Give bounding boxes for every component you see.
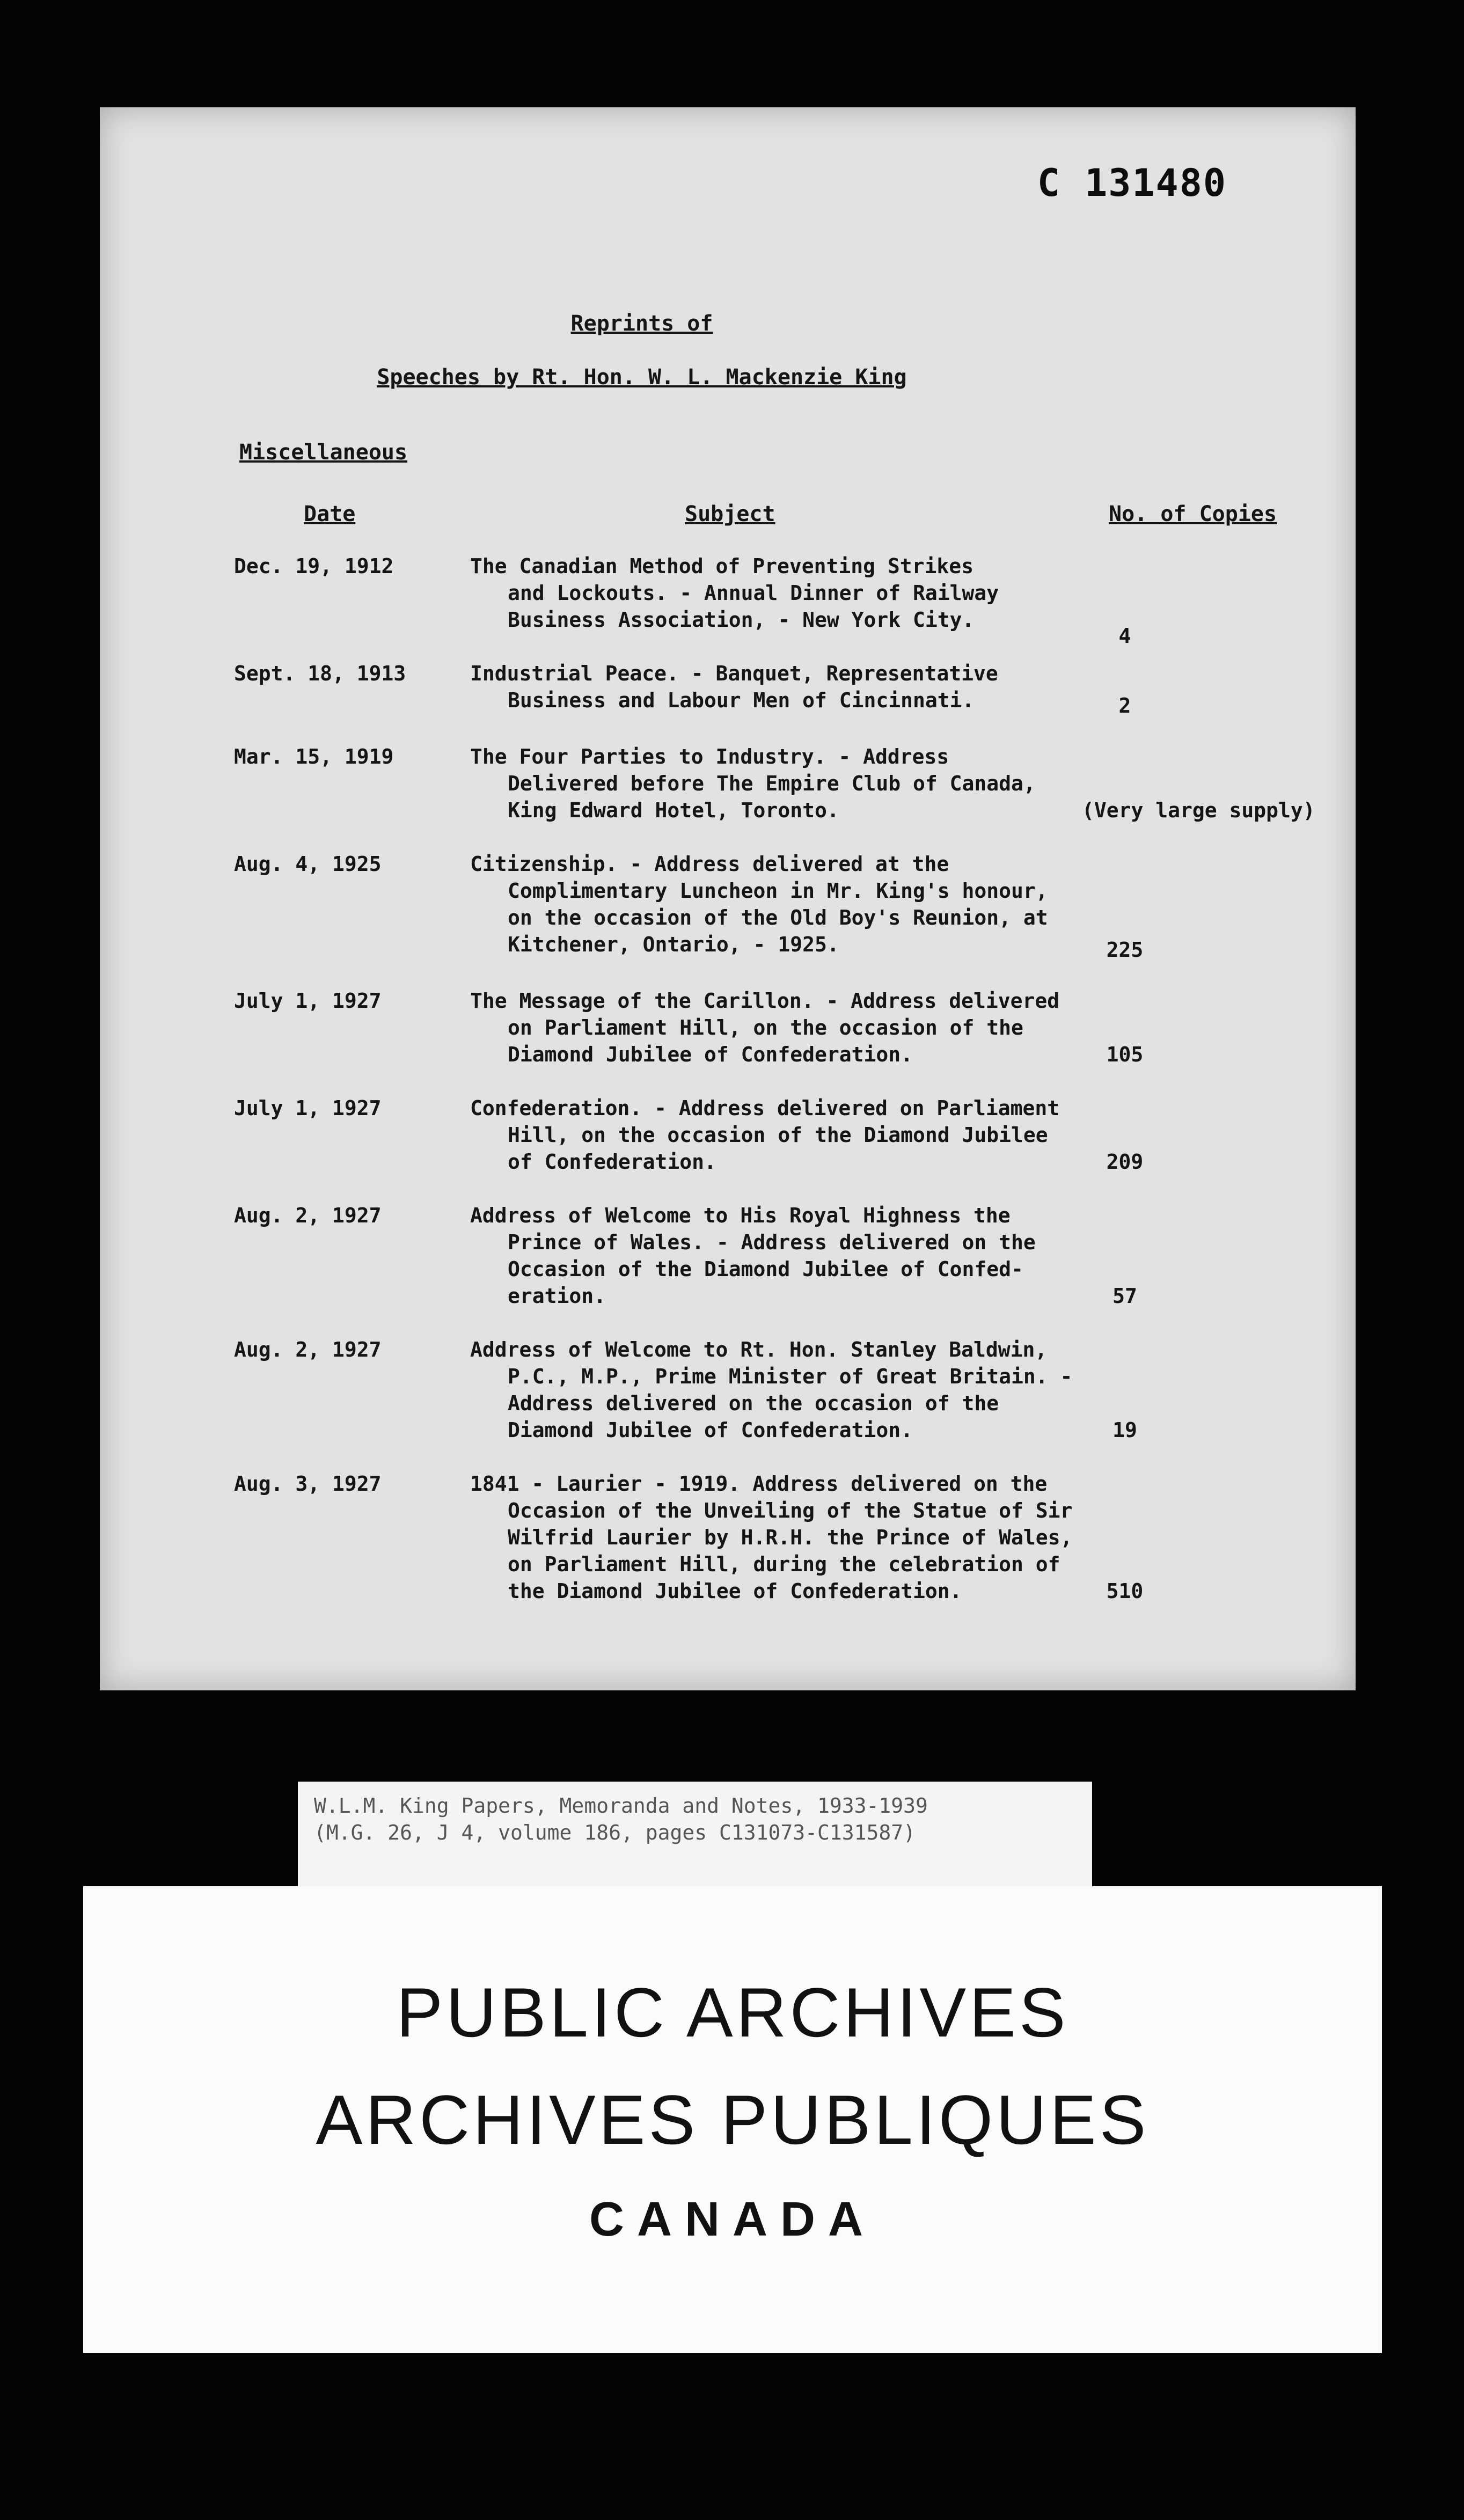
subject-line: on Parliament Hill, on the occasion of the bbox=[508, 1016, 1023, 1039]
reference-line: (M.G. 26, J 4, volume 186, pages C131073-C131587) bbox=[314, 1821, 916, 1844]
row-date: Sept. 18, 1913 bbox=[234, 662, 406, 685]
subject-line: and Lockouts. - Annual Dinner of Railway bbox=[508, 581, 999, 605]
row-date: July 1, 1927 bbox=[234, 1096, 382, 1120]
column-header-date: Date bbox=[304, 502, 356, 526]
row-date: Aug. 2, 1927 bbox=[234, 1204, 382, 1227]
row-copies: 105 bbox=[1106, 1043, 1144, 1066]
row-copies: 510 bbox=[1106, 1579, 1144, 1603]
subject-line: The Canadian Method of Preventing Strikes bbox=[470, 554, 973, 578]
subject-line: 1841 - Laurier - 1919. Address delivered on the bbox=[470, 1472, 1048, 1496]
subject-line: eration. bbox=[508, 1284, 606, 1308]
subject-line: Citizenship. - Address delivered at the bbox=[470, 852, 949, 876]
subject-line: Hill, on the occasion of the Diamond Jubilee bbox=[508, 1123, 1048, 1147]
row-copies: (Very large supply) bbox=[1082, 799, 1315, 822]
column-header-copies: No. of Copies bbox=[1109, 502, 1277, 526]
archives-name-english: PUBLIC ARCHIVES bbox=[396, 1973, 1069, 2052]
document-page bbox=[100, 107, 1356, 1690]
document-subtitle: Speeches by Rt. Hon. W. L. Mackenzie King bbox=[377, 365, 907, 390]
subject-line: of Confederation. bbox=[508, 1150, 716, 1174]
document-title: Reprints of bbox=[570, 311, 713, 336]
row-date: Aug. 2, 1927 bbox=[234, 1338, 382, 1361]
row-subject bbox=[470, 743, 1141, 824]
row-copies: 57 bbox=[1112, 1284, 1137, 1308]
subject-line: Confederation. - Address delivered on Parliament bbox=[470, 1096, 1060, 1120]
row-date: Aug. 3, 1927 bbox=[234, 1472, 382, 1496]
subject-line: Address of Welcome to Rt. Hon. Stanley Baldwin, bbox=[470, 1338, 1048, 1361]
row-subject bbox=[470, 553, 1141, 633]
subject-line: Address of Welcome to His Royal Highness the bbox=[470, 1204, 1011, 1227]
archives-card bbox=[83, 1886, 1382, 2353]
reference-line: W.L.M. King Papers, Memoranda and Notes, 1933-1939 bbox=[314, 1794, 928, 1818]
row-copies: 209 bbox=[1106, 1150, 1144, 1174]
subject-line: The Message of the Carillon. - Address delivered bbox=[470, 989, 1060, 1013]
subject-line: P.C., M.P., Prime Minister of Great Britain. - bbox=[508, 1365, 1073, 1388]
subject-line: on the occasion of the Old Boy's Reunion, at bbox=[508, 906, 1048, 929]
row-copies: 4 bbox=[1118, 624, 1131, 648]
subject-line: The Four Parties to Industry. - Address bbox=[470, 745, 949, 768]
archive-stamp-number: C 131480 bbox=[1037, 161, 1227, 205]
subject-line: Diamond Jubilee of Confederation. bbox=[508, 1043, 913, 1066]
subject-line: King Edward Hotel, Toronto. bbox=[508, 799, 839, 822]
row-date: Mar. 15, 1919 bbox=[234, 745, 394, 768]
row-date: Aug. 4, 1925 bbox=[234, 852, 382, 876]
subject-line: Occasion of the Diamond Jubilee of Confed- bbox=[508, 1257, 1023, 1281]
row-copies: 225 bbox=[1106, 938, 1144, 962]
subject-line: the Diamond Jubilee of Confederation. bbox=[508, 1579, 962, 1603]
archives-country: CANADA bbox=[589, 2193, 876, 2246]
subject-line: Wilfrid Laurier by H.R.H. the Prince of Wales, bbox=[508, 1526, 1073, 1549]
subject-line: Delivered before The Empire Club of Canada, bbox=[508, 772, 1036, 795]
subject-line: Occasion of the Unveiling of the Statue of Sir bbox=[508, 1499, 1073, 1522]
subject-line: on Parliament Hill, during the celebration of bbox=[508, 1552, 1060, 1576]
subject-line: Business Association, - New York City. bbox=[508, 608, 975, 632]
row-copies: 19 bbox=[1112, 1418, 1137, 1442]
subject-line: Prince of Wales. - Address delivered on the bbox=[508, 1230, 1036, 1254]
row-date: July 1, 1927 bbox=[234, 989, 382, 1013]
subject-line: Industrial Peace. - Banquet, Representative bbox=[470, 662, 998, 685]
archival-reference-label bbox=[298, 1782, 1092, 1889]
subject-line: Kitchener, Ontario, - 1925. bbox=[508, 933, 839, 956]
archives-name-french: ARCHIVES PUBLIQUES bbox=[316, 2081, 1150, 2159]
subject-line: Complimentary Luncheon in Mr. King's honour, bbox=[508, 879, 1048, 903]
column-header-subject: Subject bbox=[685, 502, 775, 526]
section-heading: Miscellaneous bbox=[239, 440, 408, 465]
subject-line: Diamond Jubilee of Confederation. bbox=[508, 1418, 913, 1442]
subject-line: Address delivered on the occasion of the bbox=[508, 1391, 999, 1415]
subject-line: Business and Labour Men of Cincinnati. bbox=[508, 688, 975, 712]
row-copies: 2 bbox=[1118, 694, 1131, 717]
row-date: Dec. 19, 1912 bbox=[234, 554, 394, 578]
